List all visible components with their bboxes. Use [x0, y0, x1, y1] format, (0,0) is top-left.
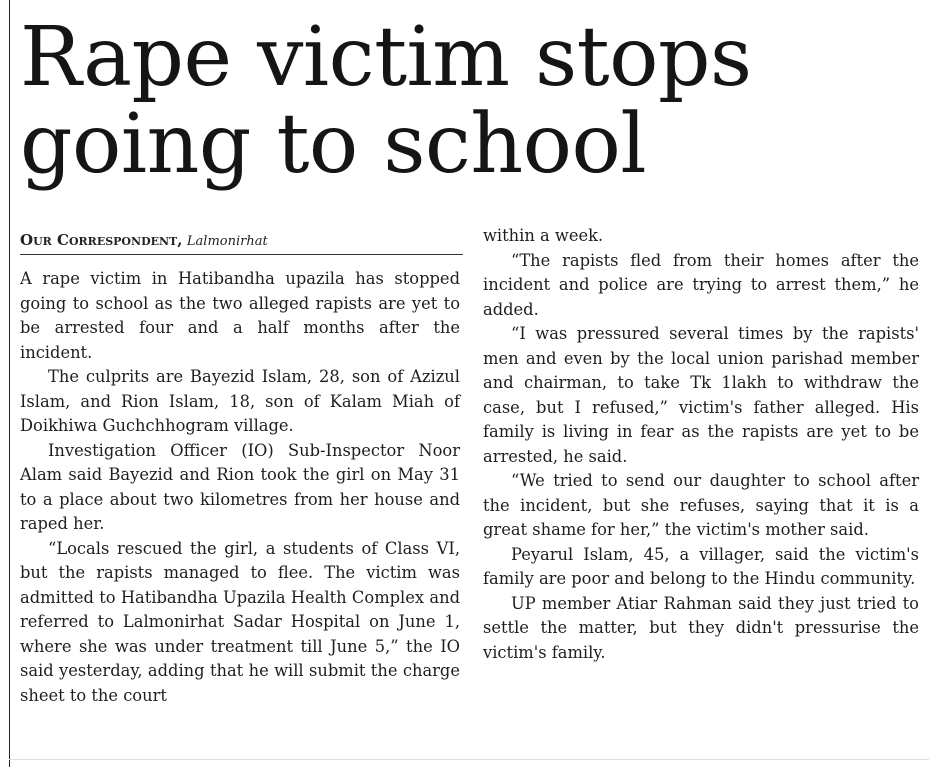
paragraph: UP member Atiar Rahman said they just tried to settle the matter, but they didn't pressurise the victim's family. [483, 593, 919, 662]
paragraph: The culprits are Bayezid Islam, 28, son of Azizul Islam, and Rion Islam, 18, son of Kalam Miah of Doikhiwa Guchchhogram village. [20, 367, 460, 435]
paragraph: “The rapists fled from their homes after the incident and police are trying to arrest them,” he added. [483, 250, 919, 319]
byline-author: Our Correspondent, [20, 231, 183, 249]
paragraph: A rape victim in Hatibandha upazila has stopped going to school as the two alleged rapists are yet to be arrested four and a half months after the incident. [20, 269, 460, 362]
byline-location: Lalmonirhat [186, 234, 268, 249]
article-column-2 [483, 224, 919, 665]
paragraph: “Locals rescued the girl, a students of Class VI, but the rapists managed to flee. The victim was admitted to Hatibandha Upazila Health Complex and referred to Lalmonirhat Sadar Hospital on June 1, where she was under treatment till June 5,” the IO said yesterday, adding that he will submit the charge sheet to the court [20, 538, 460, 705]
paragraph: within a week. [483, 226, 604, 245]
paragraph: Investigation Officer (IO) Sub-Inspector Noor Alam said Bayezid and Rion took the girl on May 31 to a place about two kilometres from her house and raped her. [20, 440, 460, 533]
byline [20, 231, 268, 249]
bottom-border [9, 759, 929, 760]
column-divider-rule [9, 0, 10, 767]
article-column-1 [20, 267, 460, 708]
headline: Rape victim stops going to school [20, 10, 752, 192]
paragraph: Peyarul Islam, 45, a villager, said the victim's family are poor and belong to the Hindu community. [483, 544, 919, 588]
byline-divider [20, 254, 463, 255]
paragraph: “I was pressured several times by the rapists' men and even by the local union parishad member and chairman, to take Tk 1lakh to withdraw the case, but I refused,” victim's father alleged. His family is living in fear as the rapists are yet to be arrested, he said. [483, 324, 919, 466]
paragraph: “We tried to send our daughter to school after the incident, but she refuses, saying that it is a great shame for her,” the victim's mother said. [483, 471, 919, 539]
